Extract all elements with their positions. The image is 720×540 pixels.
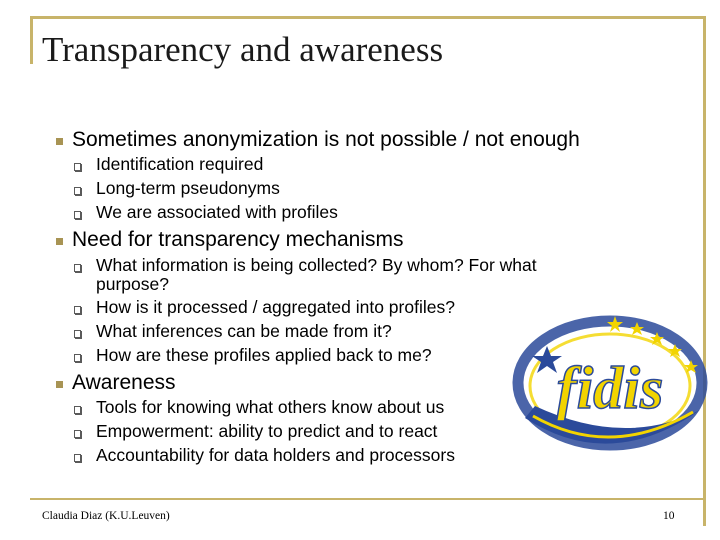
- checkbox-bullet-icon: [74, 406, 81, 414]
- checkbox-bullet-icon: [74, 264, 81, 272]
- list-item: Long-term pseudonyms: [96, 178, 280, 198]
- section-heading: Sometimes anonymization is not possible / not enough: [72, 128, 580, 151]
- checkbox-bullet-icon: [74, 211, 81, 219]
- list-item: Empowerment: ability to predict and to react: [96, 421, 438, 441]
- checkbox-bullet-icon: [74, 187, 81, 195]
- list-item: Tools for knowing what others know about us: [96, 397, 445, 417]
- checkbox-bullet-icon: [74, 354, 81, 362]
- square-bullet-icon: [56, 381, 63, 388]
- checkbox-bullet-icon: [74, 306, 81, 314]
- list-item: Accountability for data holders and processors: [96, 445, 455, 465]
- list-item: What information is being collected? By whom? For what purpose?: [96, 255, 537, 294]
- slide-title: Transparency and awareness: [42, 30, 444, 69]
- footer-author: Claudia Diaz (K.U.Leuven): [42, 510, 170, 522]
- fidis-logo: [505, 298, 715, 473]
- checkbox-bullet-icon: [74, 330, 81, 338]
- list-item: How are these profiles applied back to me?: [96, 345, 432, 365]
- checkbox-bullet-icon: [74, 454, 81, 462]
- list-item: What inferences can be made from it?: [96, 321, 392, 341]
- list-item: Identification required: [96, 154, 264, 174]
- section-heading: Need for transparency mechanisms: [72, 228, 404, 251]
- checkbox-bullet-icon: [74, 163, 81, 171]
- list-item: How is it processed / aggregated into profiles?: [96, 297, 455, 317]
- footer-divider: [30, 498, 706, 500]
- section-heading: Awareness: [72, 371, 176, 394]
- list-item: We are associated with profiles: [96, 202, 338, 222]
- square-bullet-icon: [56, 238, 63, 245]
- page-number: 10: [663, 510, 675, 522]
- checkbox-bullet-icon: [74, 430, 81, 438]
- frame-top-border: [30, 16, 706, 19]
- frame-left-border: [30, 16, 33, 64]
- fidis-logo-text: fidis: [556, 355, 664, 421]
- square-bullet-icon: [56, 138, 63, 145]
